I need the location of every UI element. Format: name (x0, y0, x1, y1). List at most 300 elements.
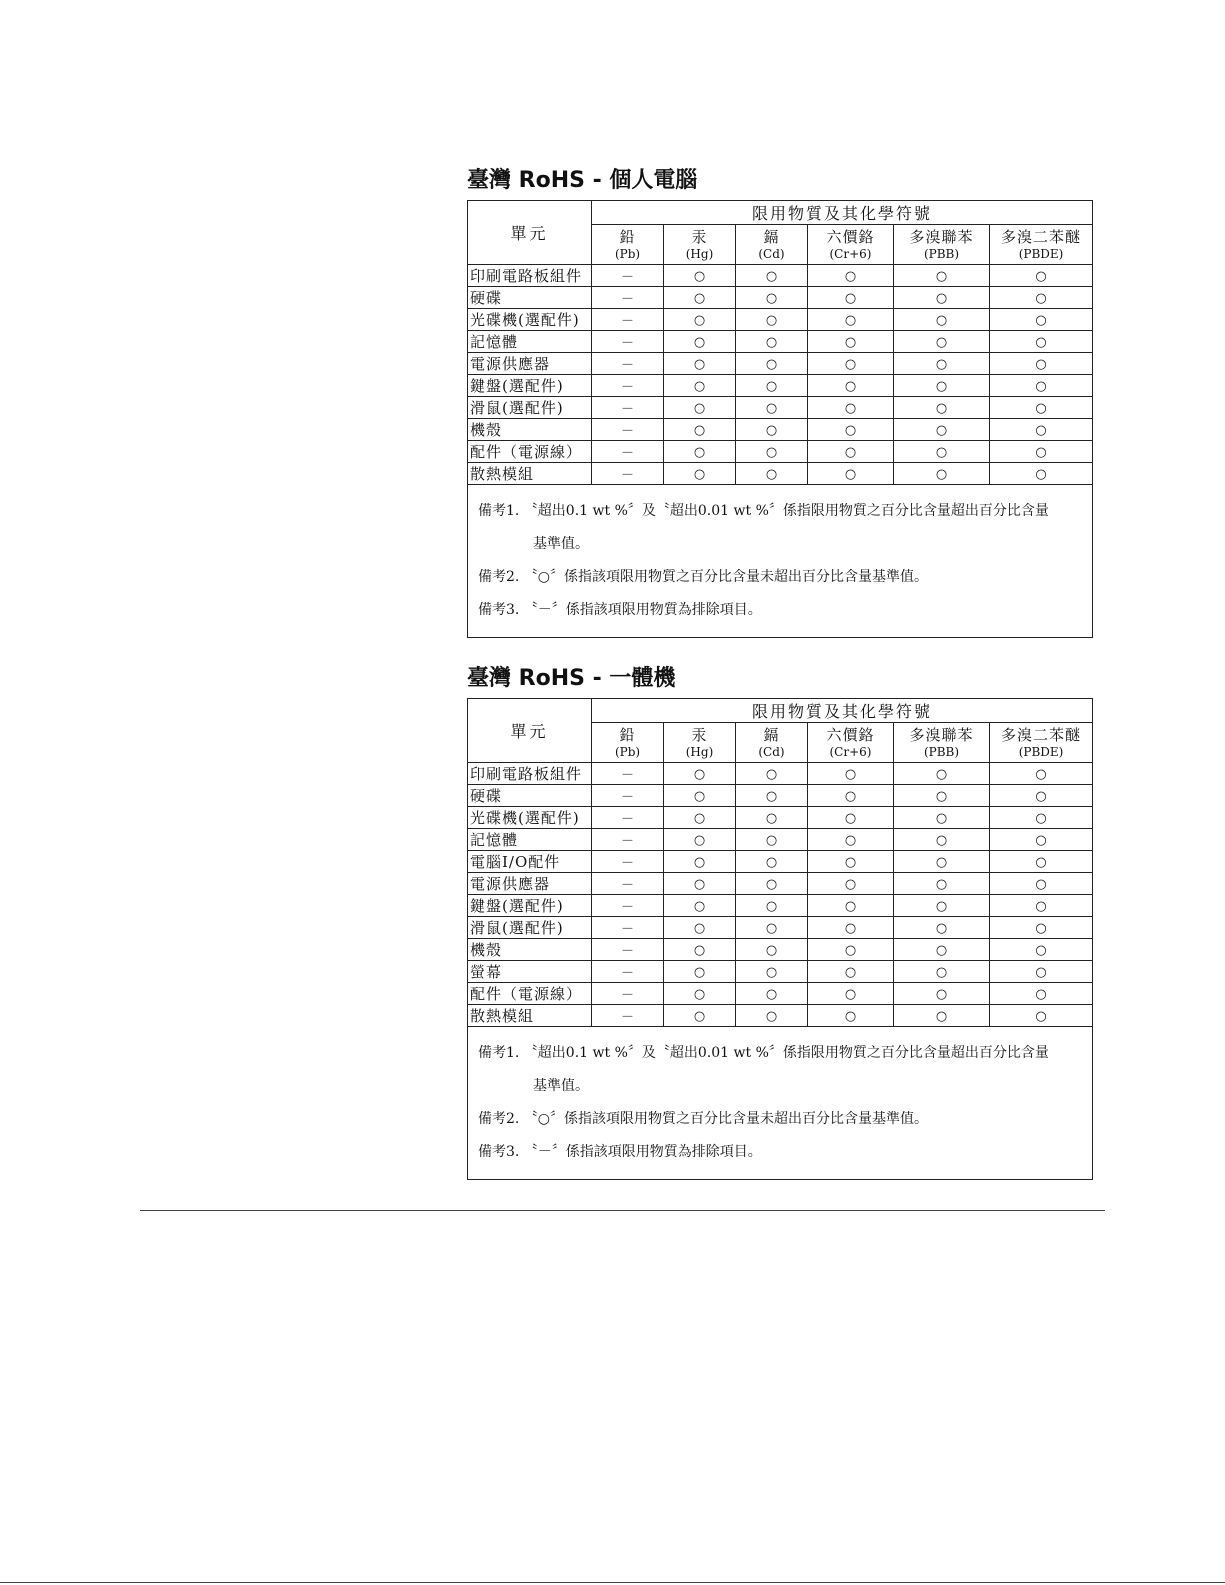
substance-mark (592, 419, 664, 441)
mark-symbol: ○ (844, 788, 857, 804)
substance-name: 多溴二苯醚 (1001, 725, 1082, 744)
mark-symbol: ○ (935, 466, 948, 482)
substance-mark (808, 983, 894, 1005)
mark-symbol: ○ (693, 356, 706, 372)
substance-mark (736, 763, 808, 785)
substance-mark (736, 331, 808, 353)
substance-header (808, 723, 894, 763)
substance-mark (894, 939, 990, 961)
substance-mark (736, 961, 808, 983)
mark-symbol: ○ (844, 876, 857, 892)
substance-mark (990, 265, 1093, 287)
substance-header (894, 723, 990, 763)
substance-mark (736, 807, 808, 829)
mark-symbol: － (620, 402, 634, 417)
mark-symbol: ○ (693, 400, 706, 416)
unit-name: 光碟機(選配件) (468, 807, 592, 829)
unit-name: 印刷電路板組件 (468, 265, 592, 287)
mark-symbol: ○ (935, 422, 948, 438)
substance-mark (894, 983, 990, 1005)
substance-mark (990, 763, 1093, 785)
mark-symbol: ○ (1035, 268, 1047, 284)
mark-symbol: ○ (693, 312, 706, 328)
substance-mark (894, 961, 990, 983)
unit-name: 滑鼠(選配件) (468, 397, 592, 419)
substance-mark (592, 331, 664, 353)
unit-name: 散熱模組 (468, 1005, 592, 1027)
substance-mark (894, 375, 990, 397)
table-row (468, 1005, 1093, 1027)
mark-symbol: ○ (765, 356, 778, 372)
mark-symbol: ○ (844, 986, 857, 1002)
substance-mark (808, 1005, 894, 1027)
substance-mark (808, 851, 894, 873)
mark-symbol: ○ (844, 854, 857, 870)
substance-name: 六價鉻 (826, 227, 875, 246)
substance-mark (592, 463, 664, 485)
substance-mark (736, 397, 808, 419)
substance-mark (894, 807, 990, 829)
substance-mark (808, 375, 894, 397)
table-row (468, 375, 1093, 397)
substance-mark (664, 375, 736, 397)
substance-symbol: (PBB) (923, 246, 960, 261)
substance-mark (990, 983, 1093, 1005)
substance-mark (894, 763, 990, 785)
substance-mark (592, 441, 664, 463)
mark-symbol: － (620, 358, 634, 373)
substance-mark (808, 331, 894, 353)
unit-name: 螢幕 (468, 961, 592, 983)
mark-symbol: ○ (935, 1008, 948, 1024)
mark-symbol: ○ (765, 788, 778, 804)
mark-symbol: ○ (693, 334, 706, 350)
substance-header (592, 225, 664, 265)
substance-mark (664, 331, 736, 353)
substance-mark (664, 851, 736, 873)
table-row (468, 463, 1093, 485)
substance-symbol: (Cd) (758, 744, 785, 759)
mark-symbol: － (620, 314, 634, 329)
mark-symbol: ○ (935, 268, 948, 284)
mark-symbol: ○ (765, 986, 778, 1002)
mark-symbol: ○ (765, 964, 778, 980)
mark-symbol: ○ (693, 1008, 706, 1024)
notes-cell (468, 1027, 1093, 1180)
note-line: 備考2. 〝○〞係指該項限用物質之百分比含量未超出百分比含量基準值。 (478, 569, 929, 585)
substance-mark (736, 353, 808, 375)
substance-mark (808, 917, 894, 939)
table-row (468, 331, 1093, 353)
header-row (468, 699, 1093, 723)
mark-symbol: ○ (844, 400, 857, 416)
unit-name: 電源供應器 (468, 873, 592, 895)
table-row (468, 829, 1093, 851)
mark-symbol: ○ (935, 356, 948, 372)
substance-mark (808, 463, 894, 485)
note-line: 基準值。 (533, 1078, 589, 1094)
substance-mark (736, 939, 808, 961)
mark-symbol: ○ (844, 290, 857, 306)
substance-mark (664, 917, 736, 939)
substance-mark (990, 829, 1093, 851)
table-row (468, 353, 1093, 375)
table-title: 臺灣 RoHS - 個人電腦 (467, 168, 698, 193)
mark-symbol: ○ (693, 942, 706, 958)
substance-symbol: (Cr+6) (829, 246, 872, 261)
mark-symbol: ○ (935, 766, 948, 782)
unit-name: 鍵盤(選配件) (468, 375, 592, 397)
substance-mark (592, 785, 664, 807)
table-title: 臺灣 RoHS - 一體機 (467, 666, 676, 691)
mark-symbol: ○ (844, 466, 857, 482)
substance-symbol: (PBB) (923, 744, 960, 759)
mark-symbol: ○ (935, 788, 948, 804)
mark-symbol: ○ (693, 986, 706, 1002)
substance-name: 鎘 (763, 725, 780, 744)
notes-cell (468, 485, 1093, 638)
substance-name: 多溴聯苯 (909, 725, 974, 744)
substance-name: 多溴聯苯 (909, 227, 974, 246)
mark-symbol: － (620, 424, 634, 439)
mark-symbol: ○ (1035, 898, 1047, 914)
mark-symbol: ○ (1035, 876, 1047, 892)
substance-mark (990, 961, 1093, 983)
mark-symbol: ○ (935, 810, 948, 826)
substance-mark (894, 309, 990, 331)
mark-symbol: ○ (765, 920, 778, 936)
mark-symbol: ○ (693, 832, 706, 848)
mark-symbol: ○ (1035, 854, 1047, 870)
unit-name: 硬碟 (468, 785, 592, 807)
mark-symbol: ○ (765, 810, 778, 826)
mark-symbol: ○ (844, 312, 857, 328)
table-row (468, 309, 1093, 331)
substance-name: 鉛 (619, 227, 636, 246)
substance-name: 汞 (691, 227, 708, 246)
mark-symbol: ○ (765, 378, 778, 394)
substance-mark (592, 873, 664, 895)
substance-mark (808, 961, 894, 983)
unit-name: 印刷電路板組件 (468, 763, 592, 785)
substance-mark (664, 939, 736, 961)
substance-mark (808, 763, 894, 785)
substance-mark (894, 463, 990, 485)
mark-symbol: － (620, 922, 634, 937)
substance-symbol: (Hg) (685, 744, 714, 759)
mark-symbol: ○ (693, 810, 706, 826)
mark-symbol: － (620, 834, 634, 849)
mark-symbol: ○ (693, 788, 706, 804)
mark-symbol: ○ (935, 378, 948, 394)
unit-name: 機殼 (468, 939, 592, 961)
substance-mark (592, 829, 664, 851)
mark-symbol: ○ (693, 964, 706, 980)
mark-symbol: － (620, 988, 634, 1003)
mark-symbol: ○ (1035, 920, 1047, 936)
unit-name: 鍵盤(選配件) (468, 895, 592, 917)
mark-symbol: ○ (765, 444, 778, 460)
mark-symbol: ○ (1035, 356, 1047, 372)
mark-symbol: ○ (844, 920, 857, 936)
table-row (468, 265, 1093, 287)
mark-symbol: ○ (765, 766, 778, 782)
substance-header (990, 225, 1093, 265)
substance-mark (990, 397, 1093, 419)
unit-name: 記憶體 (468, 829, 592, 851)
mark-symbol: ○ (765, 876, 778, 892)
substance-group-header: 限用物質及其化學符號 (592, 201, 1093, 225)
substance-mark (664, 309, 736, 331)
mark-symbol: ○ (844, 444, 857, 460)
substance-mark (736, 375, 808, 397)
substance-mark (990, 785, 1093, 807)
mark-symbol: ○ (935, 334, 948, 350)
mark-symbol: ○ (935, 986, 948, 1002)
substance-mark (664, 873, 736, 895)
mark-symbol: ○ (1035, 986, 1047, 1002)
mark-symbol: ○ (935, 854, 948, 870)
substance-symbol: (PBDE) (1018, 744, 1064, 759)
mark-symbol: ○ (1035, 964, 1047, 980)
substance-mark (592, 763, 664, 785)
substance-group-header: 限用物質及其化學符號 (592, 699, 1093, 723)
substance-symbol: (PBDE) (1018, 246, 1064, 261)
mark-symbol: ○ (1035, 334, 1047, 350)
mark-symbol: ○ (935, 920, 948, 936)
substance-mark (808, 785, 894, 807)
table-row (468, 397, 1093, 419)
substance-mark (808, 265, 894, 287)
mark-symbol: ○ (935, 876, 948, 892)
substance-mark (664, 463, 736, 485)
mark-symbol: ○ (844, 356, 857, 372)
mark-symbol: － (620, 812, 634, 827)
header-row (468, 201, 1093, 225)
table-row (468, 917, 1093, 939)
mark-symbol: ○ (935, 400, 948, 416)
rohs-section-aio (467, 664, 1092, 1180)
substance-name: 多溴二苯醚 (1001, 227, 1082, 246)
mark-symbol: ○ (935, 312, 948, 328)
unit-name: 散熱模組 (468, 463, 592, 485)
mark-symbol: ○ (765, 832, 778, 848)
substance-mark (664, 829, 736, 851)
substance-name: 鉛 (619, 725, 636, 744)
table-row (468, 807, 1093, 829)
substance-mark (808, 829, 894, 851)
note-line: 備考3. 〝－〞係指該項限用物質為排除項目。 (478, 602, 762, 618)
mark-symbol: ○ (1035, 378, 1047, 394)
substance-mark (664, 807, 736, 829)
mark-symbol: － (620, 468, 634, 483)
mark-symbol: ○ (1035, 422, 1047, 438)
mark-symbol: ○ (844, 268, 857, 284)
substance-mark (736, 265, 808, 287)
mark-symbol: ○ (693, 422, 706, 438)
mark-symbol: ○ (765, 268, 778, 284)
substance-mark (592, 983, 664, 1005)
mark-symbol: ○ (693, 876, 706, 892)
substance-mark (808, 397, 894, 419)
mark-symbol: ○ (693, 898, 706, 914)
mark-symbol: ○ (765, 854, 778, 870)
substance-mark (664, 1005, 736, 1027)
mark-symbol: ○ (693, 766, 706, 782)
table-row (468, 939, 1093, 961)
substance-mark (990, 353, 1093, 375)
substance-mark (664, 353, 736, 375)
rohs-table (467, 200, 1093, 638)
mark-symbol: ○ (765, 942, 778, 958)
mark-symbol: － (620, 856, 634, 871)
substance-mark (990, 851, 1093, 873)
substance-mark (592, 807, 664, 829)
substance-mark (736, 851, 808, 873)
unit-name: 配件（電源線） (468, 983, 592, 1005)
substance-header (592, 723, 664, 763)
substance-mark (736, 1005, 808, 1027)
page-bottom-rule (0, 1582, 1225, 1583)
mark-symbol: － (620, 768, 634, 783)
mark-symbol: ○ (765, 1008, 778, 1024)
mark-symbol: ○ (765, 422, 778, 438)
mark-symbol: － (620, 944, 634, 959)
mark-symbol: ○ (1035, 832, 1047, 848)
substance-mark (664, 265, 736, 287)
mark-symbol: ○ (693, 290, 706, 306)
mark-symbol: ○ (844, 832, 857, 848)
mark-symbol: ○ (844, 1008, 857, 1024)
substance-mark (808, 807, 894, 829)
unit-name: 滑鼠(選配件) (468, 917, 592, 939)
substance-mark (592, 1005, 664, 1027)
table-row (468, 851, 1093, 873)
substance-mark (894, 917, 990, 939)
mark-symbol: ○ (935, 290, 948, 306)
mark-symbol: － (620, 380, 634, 395)
substance-mark (592, 397, 664, 419)
mark-symbol: ○ (765, 312, 778, 328)
substance-mark (664, 785, 736, 807)
substance-mark (894, 1005, 990, 1027)
unit-name: 光碟機(選配件) (468, 309, 592, 331)
table-row (468, 419, 1093, 441)
substance-mark (592, 851, 664, 873)
substance-mark (736, 309, 808, 331)
substance-mark (736, 785, 808, 807)
substance-mark (894, 353, 990, 375)
note-line: 備考1. 〝超出0.1 wt %〞及〝超出0.01 wt %〞係指限用物質之百分比含量超出百分比含量 (478, 503, 1049, 519)
mark-symbol: ○ (935, 832, 948, 848)
mark-symbol: ○ (844, 942, 857, 958)
unit-name: 電源供應器 (468, 353, 592, 375)
substance-mark (990, 917, 1093, 939)
substance-mark (894, 785, 990, 807)
notes-row (468, 1027, 1093, 1180)
mark-symbol: ○ (1035, 1008, 1047, 1024)
mark-symbol: ○ (765, 400, 778, 416)
mark-symbol: － (620, 446, 634, 461)
mark-symbol: ○ (693, 854, 706, 870)
substance-name: 六價鉻 (826, 725, 875, 744)
substance-mark (894, 441, 990, 463)
substance-mark (592, 961, 664, 983)
mark-symbol: ○ (844, 766, 857, 782)
substance-header (664, 723, 736, 763)
substance-mark (736, 287, 808, 309)
mark-symbol: ○ (935, 898, 948, 914)
mark-symbol: ○ (935, 964, 948, 980)
substance-header (736, 225, 808, 265)
mark-symbol: － (620, 966, 634, 981)
substance-mark (894, 829, 990, 851)
substance-mark (808, 353, 894, 375)
substance-mark (894, 397, 990, 419)
mark-symbol: ○ (844, 334, 857, 350)
mark-symbol: ○ (1035, 400, 1047, 416)
mark-symbol: ○ (693, 466, 706, 482)
unit-name: 電腦I/O配件 (468, 851, 592, 873)
substance-mark (592, 375, 664, 397)
rohs-section-pc (467, 166, 1092, 638)
substance-mark (990, 807, 1093, 829)
substance-mark (808, 939, 894, 961)
substance-mark (990, 873, 1093, 895)
substance-mark (664, 441, 736, 463)
mark-symbol: ○ (765, 290, 778, 306)
substance-mark (894, 287, 990, 309)
substance-mark (664, 983, 736, 1005)
substance-mark (736, 895, 808, 917)
note-line: 備考1. 〝超出0.1 wt %〞及〝超出0.01 wt %〞係指限用物質之百分比含量超出百分比含量 (478, 1045, 1049, 1061)
mark-symbol: － (620, 1010, 634, 1025)
substance-mark (894, 895, 990, 917)
substance-mark (990, 463, 1093, 485)
mark-symbol: ○ (844, 422, 857, 438)
mark-symbol: ○ (1035, 466, 1047, 482)
table-row (468, 961, 1093, 983)
substance-mark (736, 419, 808, 441)
mark-symbol: ○ (1035, 810, 1047, 826)
substance-symbol: (Pb) (614, 246, 641, 261)
substance-mark (736, 463, 808, 485)
mark-symbol: ○ (844, 378, 857, 394)
mark-symbol: ○ (765, 334, 778, 350)
substance-mark (592, 287, 664, 309)
mark-symbol: － (620, 270, 634, 285)
substance-symbol: (Cr+6) (829, 744, 872, 759)
substance-header (990, 723, 1093, 763)
substance-mark (990, 419, 1093, 441)
substance-mark (990, 1005, 1093, 1027)
substance-mark (808, 309, 894, 331)
substance-mark (664, 961, 736, 983)
substance-mark (664, 287, 736, 309)
substance-mark (894, 331, 990, 353)
mark-symbol: ○ (1035, 290, 1047, 306)
substance-mark (736, 917, 808, 939)
substance-mark (808, 441, 894, 463)
mark-symbol: ○ (844, 964, 857, 980)
mark-symbol: － (620, 790, 634, 805)
substance-mark (990, 331, 1093, 353)
mark-symbol: ○ (1035, 312, 1047, 328)
substance-mark (736, 983, 808, 1005)
note-line: 備考2. 〝○〞係指該項限用物質之百分比含量未超出百分比含量基準值。 (478, 1111, 929, 1127)
unit-name: 配件（電源線） (468, 441, 592, 463)
substance-mark (894, 265, 990, 287)
